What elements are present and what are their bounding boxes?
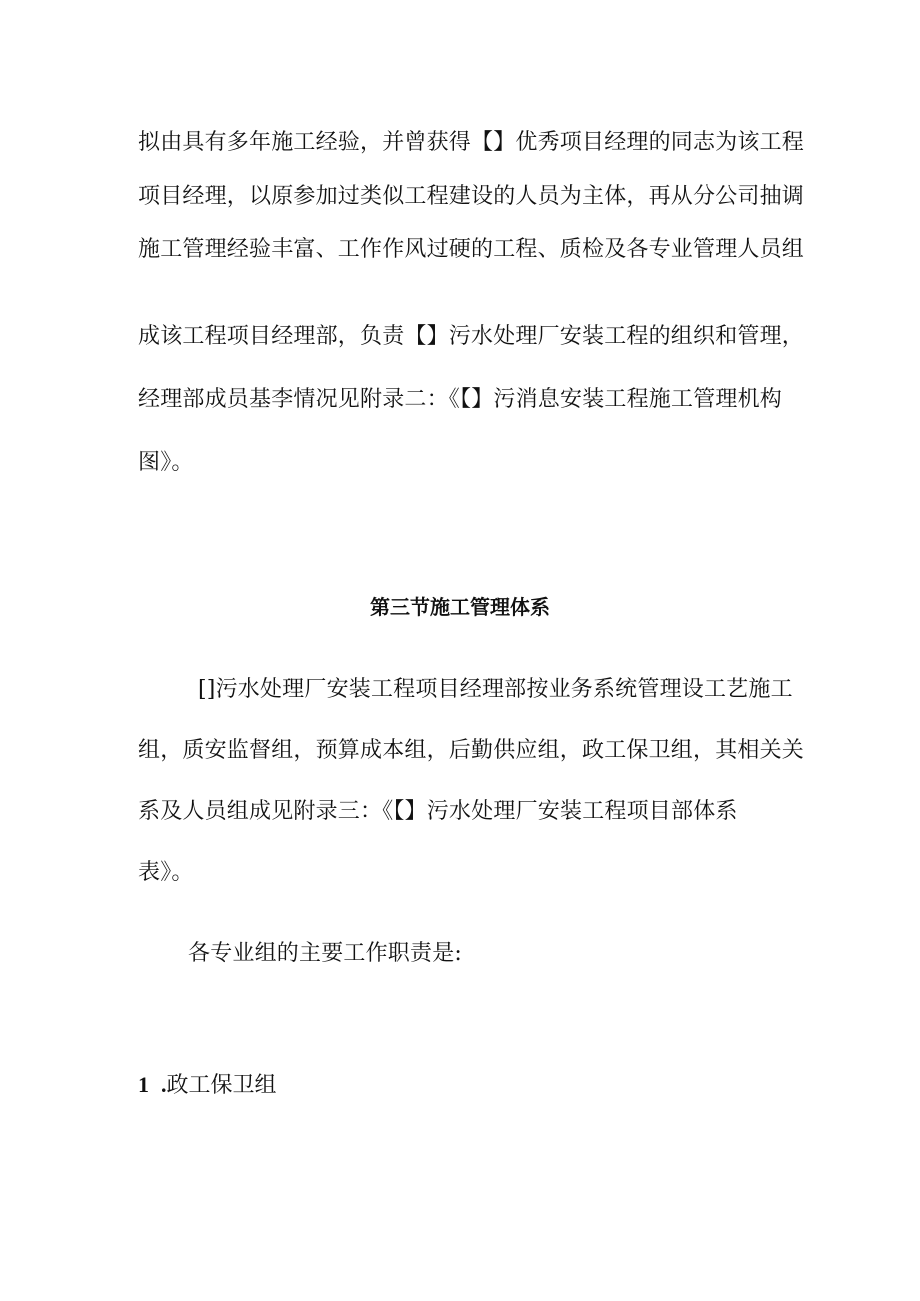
paragraph-3: 各专业组的主要工作职责是: [188, 941, 463, 966]
list-item-label: 政工保卫组 [166, 1073, 277, 1098]
paragraph-1-line-3: 施工管理经验丰富、工作作风过硬的工程、质检及各专业管理人员组 [138, 237, 805, 262]
paragraph-1-line-4: 成该工程项目经理部，负责【】污水处理厂安装工程的组织和管理， [138, 324, 805, 349]
list-item-dot: . [161, 1072, 167, 1097]
paragraph-1-line-2: 项目经理，以原参加过类似工程建设的人员为主体，再从分公司抽调 [138, 184, 805, 209]
paragraph-2-line-3: 系及人员组成见附录三：《【】污水处理厂安装工程项目部体系 [138, 799, 738, 824]
section-heading: 第三节施工管理体系 [370, 595, 550, 619]
paragraph-1-line-6: 图》。 [138, 450, 194, 475]
paragraph-1-line-5: 经理部成员基李情况见附录二：《【】污消息安装工程施工管理机构 [138, 387, 783, 412]
list-item-number: 1 [138, 1072, 149, 1097]
paragraph-1-line-1: 拟由具有多年施工经验，并曾获得【】优秀项目经理的同志为该工程 [138, 130, 805, 155]
list-item-1 [138, 1070, 277, 1101]
paragraph-2-line-1: []污水处理厂安装工程项目经理部按业务系统管理设工艺施工 [198, 677, 793, 702]
paragraph-2-line-2: 组，质安监督组，预算成本组，后勤供应组，政工保卫组，其相关关 [138, 738, 805, 763]
paragraph-2-line-4: 表》。 [138, 860, 194, 885]
